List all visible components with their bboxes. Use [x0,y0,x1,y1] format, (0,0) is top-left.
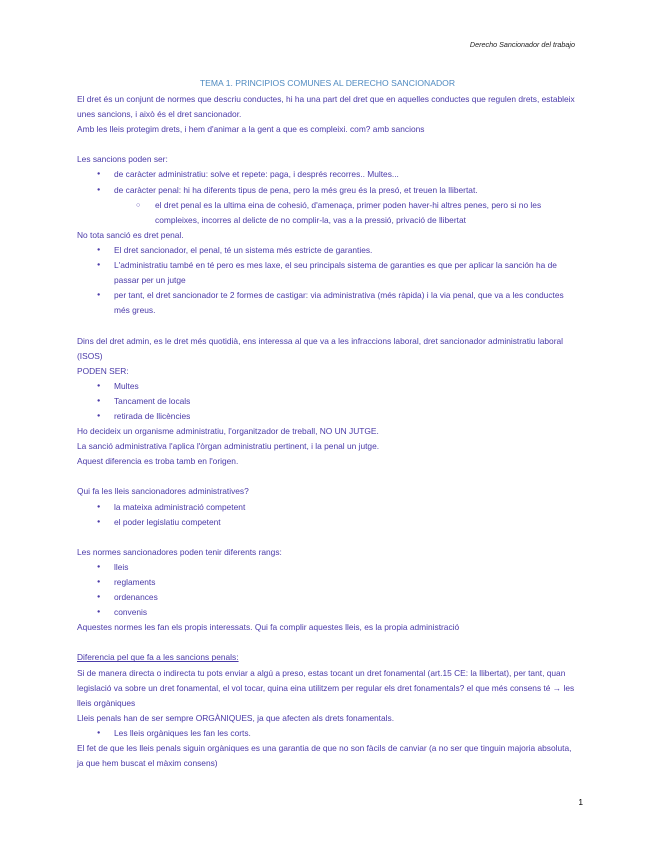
list-item: ● de caràcter penal: hi ha diferents tipus de pena, pero la més greu és la presó, et treuen la llibertat. [77,183,577,198]
list-item: ● el poder legislatiu competent [77,515,577,530]
paragraph: Lleis penals han de ser sempre ORGÀNIQUES, ja que afecten als drets fonamentals. [77,712,395,723]
paragraph: Si de manera directa o indirecta tu pots enviar a algú a preso, estas tocant un dret fonamental (art.15 CE: la llibertat), per tant, quan legislació va sobre un dret fonamental, el vol tocar, quina eina utilitzem per regular els dret fonamentals? el que més consens té → les lleis orgàniques [77,667,575,708]
list-item: ● convenis [77,605,577,620]
paragraph: Les normes sancionadores poden tenir diferents rangs: [77,546,282,557]
paragraph: Les sancions poden ser: [77,154,168,165]
list-item: ● reglaments [77,575,577,590]
paragraph: Amb les lleis protegim drets, i hem d'animar a la gent a que es compleixi. com? amb sancions [77,124,425,135]
document-title: TEMA 1. PRINCIPIOS COMUNES AL DERECHO SANCIONADOR [199,78,456,88]
paragraph: Qui fa les lleis sancionadores administratives? [77,486,249,497]
list-item: ● ordenances [77,590,577,605]
list-item: ● Les lleis orgàniques les fan les corts. [77,726,577,741]
bullet-list [77,726,577,741]
paragraph: Dins del dret admin, es le dret més quotidià, ens interessa al que va a les infraccions laboral, dret sancionador administratiu laboral (ISOS) [77,335,564,361]
paragraph: PODEN SER: [77,365,129,376]
paragraph: La sanció administrativa l'aplica l'òrgan administratiu pertinent, i la penal un jutge. [77,441,380,452]
bullet-list [77,560,577,620]
document-body [77,92,577,771]
list-item: ● lleis [77,560,577,575]
section-heading: Diferencia pel que fa a les sancions penals: [77,652,239,663]
sub-list-item: ○ el dret penal es la ultima eina de cohesió, d'amenaça, primer poden haver-hi altres penes, pero si no les compleixes, incorres al delicte de no complir-la, vas a la pressió, privació de llibertat [77,198,577,228]
paragraph: Ho decideix un organisme administratiu, l'organitzador de treball, NO UN JUTGE. [77,426,379,437]
list-item: ● Tancament de locals [77,394,577,409]
list-item: ● El dret sancionador, el penal, té un sistema més estricte de garanties. [77,243,577,258]
bullet-list [77,379,577,424]
paragraph: Aquest diferencia es troba tamb en l'origen. [77,456,239,467]
paragraph: Aquestes normes les fan els propis interessats. Qui fa complir aquestes lleis, es la propia administració [77,622,460,633]
list-item: ● retirada de llicències [77,409,577,424]
list-item: ● de caràcter administratiu: solve et repete: paga, i després recorres.. Multes... [77,167,577,182]
paragraph: No tota sanció es dret penal. [77,229,184,240]
list-item: ● L'administratiu també en té pero es mes laxe, el seu principals sistema de garanties es que per aplicar la sanción ha de passar per un jutge [77,258,577,288]
running-header: Derecho Sancionador del trabajo [469,40,575,49]
list-item: ● Multes [77,379,577,394]
bullet-list [77,167,577,227]
bullet-list [77,500,577,530]
paragraph: El fet de que les lleis penals siguin orgàniques es una garantia de que no son fàcils de canviar (a no ser que tinguin majoria absoluta, ja que hem buscat el màxim consens) [77,743,572,769]
bullet-list [77,243,577,318]
page-number: 1 [578,797,583,807]
paragraph: El dret és un conjunt de normes que descriu conductes, hi ha una part del dret que en aquelles conductes que regulen drets, estableix unes sancions, i això és el dret sancionador. [77,94,575,120]
list-item: ● la mateixa administració competent [77,500,577,515]
list-item: ● per tant, el dret sancionador te 2 formes de castigar: via administrativa (més ràpida) i la via penal, que va a les conductes més greus. [77,288,577,318]
